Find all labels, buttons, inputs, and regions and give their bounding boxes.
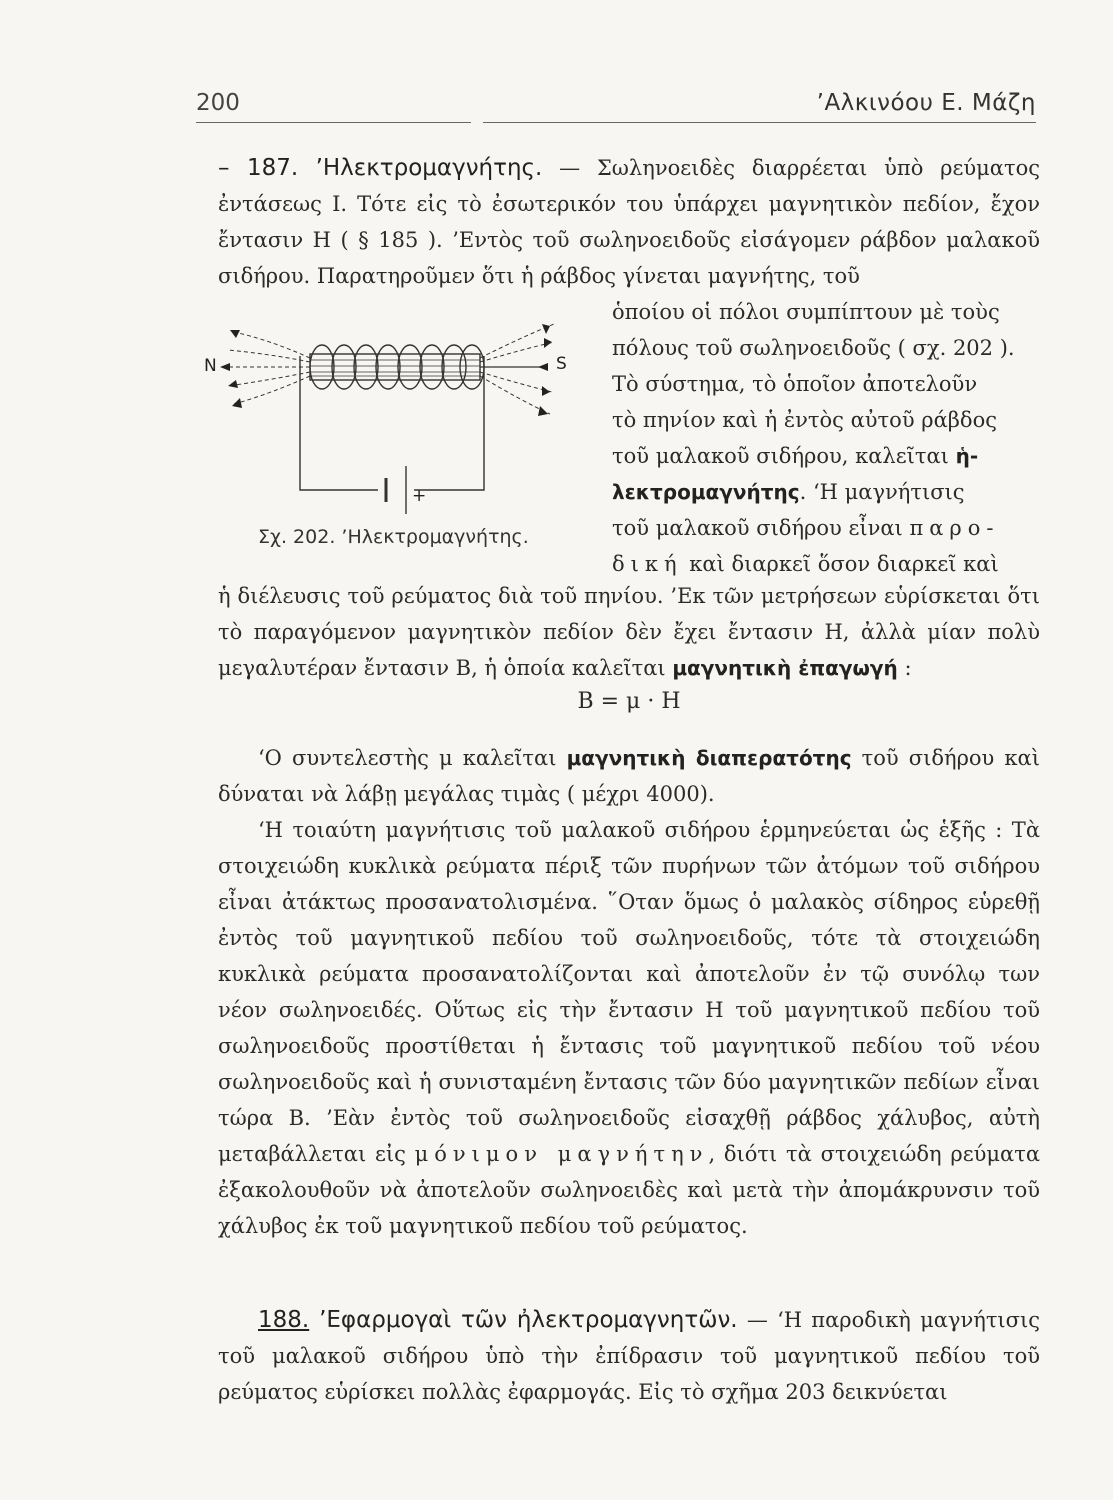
header-rule — [196, 122, 471, 123]
section-number: 187. — [246, 155, 316, 181]
electromagnet-diagram — [200, 320, 580, 560]
text-line: ὁποίου οἱ πόλοι συμπίπτουν μὲ τοὺς — [612, 300, 1000, 324]
coil-loops — [310, 345, 484, 389]
spaced-term: δική — [612, 552, 683, 576]
section-title: ’Ηλεκτρομαγνήτης. — [315, 155, 543, 181]
bold-term: λεκτρομαγνήτης — [612, 480, 800, 504]
section-number: 188. — [258, 1307, 310, 1333]
text-line: . ‘Η μαγνήτισις — [799, 480, 965, 504]
right-line-8 — [612, 546, 1040, 582]
page-number: 200 — [196, 90, 240, 116]
section-187-intro — [218, 150, 1040, 294]
text-line: τοῦ μαλακοῦ σιδήρου, καλεῖται — [612, 444, 956, 468]
north-pole-label: N — [204, 356, 217, 376]
paragraph-permeability — [218, 740, 1040, 812]
text-run: , διότι τὰ στοιχειώδη ρεύματα ἐξακολουθοῦν νὰ ἀποτελοῦν σωληνοειδὲς καὶ μετὰ τὴν ἀπομάκρυνσιν τοῦ χάλυβος ἐκ τοῦ μαγνητικοῦ πεδίου τοῦ ρεύματος. — [218, 1142, 1041, 1238]
bold-term: μαγνητικὴ διαπερατότης — [566, 746, 852, 770]
paragraph-explanation — [218, 812, 1040, 1244]
right-line-6 — [612, 474, 1040, 510]
south-pole-label: S — [556, 354, 567, 374]
text-line: καὶ διαρκεῖ ὅσον διαρκεῖ καὶ — [682, 552, 999, 576]
figure-caption: Σχ. 202. ’Ηλεκτρομαγνήτης. — [258, 526, 529, 548]
bold-term: μαγνητικὴ ἐπαγωγή — [672, 656, 898, 680]
field-arrows — [220, 324, 552, 416]
text-line: Τὸ σύστημα, τὸ ὁποῖον ἀποτελοῦν — [612, 372, 978, 396]
right-line-7 — [612, 510, 1040, 546]
field-lines-north — [224, 332, 310, 404]
page-header — [196, 84, 1036, 124]
text-run: : — [897, 656, 912, 680]
spaced-term: μόνιμον μαγνήτην — [414, 1142, 709, 1166]
right-line-3 — [612, 366, 1040, 402]
section-188 — [218, 1302, 1040, 1410]
battery-plus-label: + — [412, 486, 427, 506]
text-line: πόλους τοῦ σωληνοειδοῦς ( σχ. 202 ). — [612, 336, 1015, 360]
section-187-continuation — [218, 578, 1040, 686]
text-run: ‘Η τοιαύτη μαγνήτισις τοῦ μαλακοῦ σιδήρου ἑρμηνεύεται ὡς ἑξῆς : Τὰ στοιχειώδη κυκλικὰ ρεύματα πέριξ τῶν πυρήνων τῶν ἀτόμων τοῦ σιδήρου εἶναι ἀτάκτως προσανατολισμένα. ῞Οταν ὅμως ὁ μαλακὸς σίδηρος εὑρεθῇ ἐντὸς τοῦ μαγνητικοῦ πεδίου τοῦ σωληνοειδοῦς, τότε τὰ στοιχειώδη κυκλικὰ ρεύματα προσανατολίζονται καὶ ἀποτελοῦν ἐν τῷ συνόλῳ των νέον σωληνοειδές. Οὕτως εἰς τὴν ἔντασιν Η τοῦ μαγνητικοῦ πεδίου τοῦ σωληνοειδοῦς προστίθεται ἡ ἔντασις τοῦ μαγνητικοῦ πεδίου τοῦ νέου σωληνοειδοῦς καὶ ἡ συνισταμένη ἔντασις τῶν δύο μαγνητικῶν πεδίων εἶναι τώρα Β. ’Εὰν ἐντὸς τοῦ σωληνοειδοῦς εἰσαχθῇ ράβδος χάλυβος, αὐτὴ μεταβάλλεται εἰς — [218, 818, 1040, 1166]
right-line-5 — [612, 438, 1040, 474]
section-intro-text: — Σωληνοειδὲς διαρρέεται ὑπὸ ρεύματος ἐντάσεως Ι. Τότε εἰς τὸ ἐσωτερικόν του ὑπάρχει μαγνητικὸν πεδίον, ἔχον ἔντασιν Η ( § 185 ). ’Εντὸς τοῦ σωληνοειδοῦς εἰσάγομεν ράβδον μαλακοῦ σιδήρου. Παρατηροῦμεν ὅτι ἡ ράβδος γίνεται μαγνήτης, τοῦ — [218, 156, 1040, 288]
text-line: τοῦ μαλακοῦ σιδήρου εἶναι — [612, 516, 910, 540]
bold-term: ἡ- — [955, 444, 979, 468]
right-line-2 — [612, 330, 1040, 366]
text-run: — ‘Η παροδικὴ μαγνήτισις τοῦ μαλακοῦ σιδήρου ὑπὸ τὴν ἐπίδρασιν τοῦ μαγνητικοῦ πεδίου τοῦ ρεύματος εὑρίσκει πολλὰς ἐφαρμογάς. Εἰς τὸ σχῆμα 203 δεικνύεται — [218, 1308, 1040, 1404]
text-run: ‘Ο συντελεστὴς μ καλεῖται — [258, 746, 567, 770]
figure-electromagnet — [200, 320, 580, 560]
rod-hatching — [310, 360, 480, 376]
right-line-4 — [612, 402, 1040, 438]
field-lines-south — [480, 324, 554, 414]
formula-b-mu-h: Β = μ · Η — [577, 689, 681, 714]
text-run: ἡ διέλευσις τοῦ ρεύματος διὰ τοῦ πηνίου. ’Εκ τῶν μετρήσεων εὑρίσκεται ὅτι τὸ παραγόμενον μαγνητικὸν πεδίον δὲν ἔχει ἔντασιν Η, ἀλλὰ μίαν πολὺ μεγαλυτέραν ἔντασιν Β, ἡ ὁποία καλεῖται — [218, 584, 1040, 680]
text-run: τοῦ σιδήρου καὶ δύναται νὰ λάβῃ μεγάλας τιμὰς ( μέχρι 4000). — [218, 746, 1040, 806]
running-head: ’Αλκινόου Ε. Μάζη — [816, 90, 1036, 116]
spaced-term: παρο- — [909, 516, 1000, 540]
section-title: ’Εφαρμογαὶ τῶν ἠλεκτρομαγνητῶν. — [309, 1307, 738, 1333]
text-line: τὸ πηνίον καὶ ἡ ἐντὸς αὐτοῦ ράβδος — [612, 408, 997, 432]
section-dash: – — [218, 155, 247, 181]
right-line-1 — [612, 294, 1040, 330]
header-rule — [483, 122, 1036, 123]
